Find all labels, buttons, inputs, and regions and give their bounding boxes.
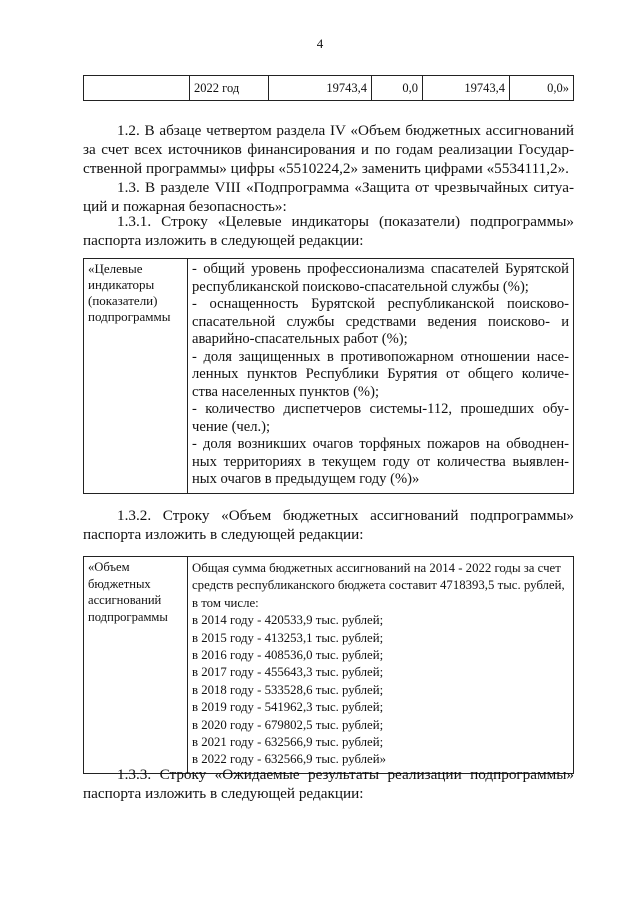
paragraph-1-3-3 xyxy=(83,765,574,803)
paragraph-1-3 xyxy=(83,178,574,216)
content-line: в 2017 году - 455643,3 тыс. рублей; xyxy=(192,665,384,680)
text-line: паспорта изложить в следующей редакции: xyxy=(83,785,364,802)
budget-table xyxy=(83,556,574,774)
text-line: 1.3.1. Строку «Целевые индикаторы (показатели) подпрограммы» xyxy=(117,213,574,230)
text-line: 1.3. В разделе VIII «Подпрограмма «Защита от чрезвычайных ситуа- xyxy=(117,179,574,196)
content-line: аварийно-спасательных работ (%); xyxy=(192,331,408,347)
label-line: бюджетных xyxy=(88,576,151,591)
content-line: ленных пунктов Республики Бурятия от общего количе- xyxy=(192,366,569,382)
budget-content-cell xyxy=(188,557,574,774)
content-line: в том числе: xyxy=(192,595,259,610)
content-line: республиканской поисково-спасательной службы (%); xyxy=(192,278,529,295)
label-line: индикаторы xyxy=(88,277,155,292)
content-line: в 2019 году - 541962,3 тыс. рублей; xyxy=(192,700,384,715)
content-line: в 2015 году - 413253,1 тыс. рублей; xyxy=(192,630,384,645)
table-cell-value: 0,0 xyxy=(372,76,423,101)
table-cell-value: 19743,4 xyxy=(423,76,510,101)
content-line: ных территориях в текущем году от количества выявлен- xyxy=(192,453,569,470)
text-line: паспорта изложить в следующей редакции: xyxy=(83,526,364,543)
page-number: 4 xyxy=(316,36,324,51)
content-line: средств республиканского бюджета составит 4718393,5 тыс. рублей, xyxy=(192,578,565,593)
funding-table-fragment xyxy=(83,75,574,101)
content-line: чение (чел.); xyxy=(192,418,271,435)
label-line: «Целевые xyxy=(88,261,143,276)
content-line: - общий уровень профессионализма спасателей Бурятской xyxy=(192,261,569,277)
paragraph-1-3-1 xyxy=(83,212,574,250)
content-line: в 2014 году - 420533,9 тыс. рублей; xyxy=(192,613,384,628)
text-line: паспорта изложить в следующей редакции: xyxy=(83,232,364,249)
content-line: - оснащенность Бурятской республиканской поисково- xyxy=(192,296,569,312)
text-line: 1.2. В абзаце четвертом раздела IV «Объем бюджетных ассигнований xyxy=(117,122,574,139)
content-line: в 2018 году - 533528,6 тыс. рублей; xyxy=(192,682,384,697)
content-line: в 2016 году - 408536,0 тыс. рублей; xyxy=(192,648,384,663)
label-line: подпрограммы xyxy=(88,309,171,324)
table-cell-empty xyxy=(84,76,190,101)
text-line: ственной программы» цифры «5510224,2» заменить цифрами «5534111,2». xyxy=(83,160,569,177)
table-cell-value: 0,0» xyxy=(510,76,574,101)
content-line: спасательной службы средствами ведения поисково- и xyxy=(192,313,569,330)
content-line: в 2020 году - 679802,5 тыс. рублей; xyxy=(192,717,384,732)
table-row xyxy=(84,557,574,774)
content-line: в 2022 году - 632566,9 тыс. рублей» xyxy=(192,752,386,767)
table-row xyxy=(84,76,574,101)
paragraph-1-2 xyxy=(83,121,574,178)
content-line: в 2021 году - 632566,9 тыс. рублей; xyxy=(192,735,384,750)
content-line: - доля защищенных в противопожарном отношении насе- xyxy=(192,348,569,365)
text-line: 1.3.3. Строку «Ожидаемые результаты реализации подпрограммы» xyxy=(117,766,574,783)
content-line: Общая сумма бюджетных ассигнований на 2014 - 2022 годы за счет xyxy=(192,561,561,575)
indicators-content-cell xyxy=(188,259,574,494)
label-line: подпрограммы xyxy=(88,609,168,624)
table-cell-total: 19743,4 xyxy=(269,76,372,101)
text-line: за счет всех источников финансирования и по годам реализации Государ- xyxy=(83,141,574,158)
indicators-table xyxy=(83,258,574,494)
content-line: - количество диспетчеров системы-112, прошедших обу- xyxy=(192,401,569,417)
table-cell-year: 2022 год xyxy=(190,76,269,101)
paragraph-1-3-2 xyxy=(83,506,574,544)
content-line: ства населенных пунктов (%); xyxy=(192,383,379,400)
text-line: ций и пожарная безопасность»: xyxy=(83,198,287,215)
budget-label-cell xyxy=(84,557,188,774)
indicators-label-cell xyxy=(84,259,188,494)
content-line: ных очагов в предыдущем году (%)» xyxy=(192,471,420,487)
content-line: - доля возникших очагов торфяных пожаров на обводнен- xyxy=(192,436,569,452)
label-line: «Объем xyxy=(88,560,130,574)
table-row xyxy=(84,259,574,494)
label-line: (показатели) xyxy=(88,293,158,308)
text-line: 1.3.2. Строку «Объем бюджетных ассигнований подпрограммы» xyxy=(117,507,574,524)
label-line: ассигнований xyxy=(88,593,162,607)
